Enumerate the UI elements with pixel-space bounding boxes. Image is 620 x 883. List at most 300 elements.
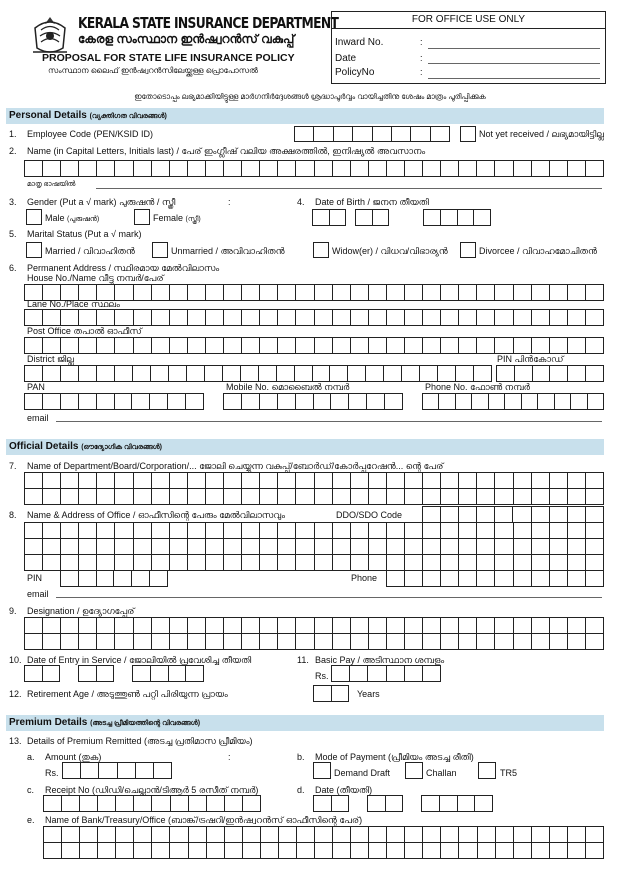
char-box[interactable] [260, 489, 278, 504]
char-box[interactable] [170, 555, 188, 570]
char-box[interactable] [99, 763, 117, 778]
char-box[interactable] [170, 473, 188, 488]
char-box[interactable] [79, 571, 97, 586]
char-box[interactable] [206, 310, 224, 325]
char-box[interactable] [459, 507, 477, 522]
char-box[interactable] [295, 127, 314, 141]
char-box[interactable] [118, 763, 136, 778]
char-box[interactable] [496, 843, 514, 858]
char-box[interactable] [550, 473, 568, 488]
char-box[interactable] [351, 338, 369, 353]
char-box[interactable] [224, 539, 242, 554]
char-box[interactable] [188, 161, 206, 176]
char-box[interactable] [260, 618, 278, 633]
char-box[interactable] [206, 539, 224, 554]
char-box[interactable] [477, 555, 495, 570]
char-box[interactable] [170, 523, 188, 538]
char-box[interactable] [459, 555, 477, 570]
char-box[interactable] [134, 310, 152, 325]
char-box[interactable] [459, 473, 477, 488]
char-box[interactable] [441, 161, 459, 176]
char-box[interactable] [441, 571, 459, 586]
char-box[interactable] [550, 507, 568, 522]
char-box[interactable] [278, 161, 296, 176]
char-box[interactable] [116, 796, 134, 811]
char-box[interactable] [225, 827, 243, 842]
char-box[interactable] [477, 571, 495, 586]
char-box[interactable] [115, 634, 133, 649]
char-box[interactable] [152, 634, 170, 649]
char-box[interactable] [477, 489, 495, 504]
char-box[interactable] [188, 618, 206, 633]
char-box[interactable] [296, 618, 314, 633]
char-box[interactable] [505, 394, 521, 409]
char-box[interactable] [150, 394, 168, 409]
char-box[interactable] [550, 634, 568, 649]
char-box[interactable] [278, 285, 296, 300]
char-box[interactable] [189, 827, 207, 842]
char-box[interactable] [315, 285, 333, 300]
basic-pay-boxes[interactable] [331, 665, 441, 682]
char-box[interactable] [278, 539, 296, 554]
char-box[interactable] [351, 843, 369, 858]
char-box[interactable] [278, 473, 296, 488]
char-box[interactable] [25, 539, 43, 554]
char-box[interactable] [351, 523, 369, 538]
char-box[interactable] [351, 634, 369, 649]
char-box[interactable] [568, 338, 586, 353]
char-box[interactable] [423, 634, 441, 649]
char-box[interactable] [44, 796, 62, 811]
char-box[interactable] [278, 555, 296, 570]
char-box[interactable] [568, 523, 586, 538]
char-box[interactable] [495, 555, 513, 570]
char-box[interactable] [367, 394, 385, 409]
mobile-boxes[interactable] [223, 393, 403, 410]
char-box[interactable] [61, 634, 79, 649]
char-box[interactable] [260, 523, 278, 538]
char-box[interactable] [134, 634, 152, 649]
char-box[interactable] [152, 827, 170, 842]
char-box[interactable] [224, 634, 242, 649]
char-box[interactable] [332, 666, 350, 681]
char-box[interactable] [278, 618, 296, 633]
char-box[interactable] [79, 634, 97, 649]
char-box[interactable] [586, 827, 603, 842]
char-box[interactable] [242, 310, 260, 325]
char-box[interactable] [550, 555, 568, 570]
char-box[interactable] [207, 843, 225, 858]
char-box[interactable] [97, 394, 115, 409]
char-box[interactable] [495, 310, 513, 325]
char-box[interactable] [224, 555, 242, 570]
char-box[interactable] [405, 338, 423, 353]
char-box[interactable] [79, 394, 97, 409]
char-box[interactable] [441, 338, 459, 353]
char-box[interactable] [132, 394, 150, 409]
char-box[interactable] [351, 310, 369, 325]
char-box[interactable] [169, 666, 187, 681]
male-checkbox[interactable] [26, 209, 42, 225]
char-box[interactable] [405, 489, 423, 504]
char-box[interactable] [25, 310, 43, 325]
char-box[interactable] [315, 338, 333, 353]
char-box[interactable] [369, 161, 387, 176]
char-box[interactable] [532, 827, 550, 842]
char-box[interactable] [189, 796, 207, 811]
char-box[interactable] [61, 489, 79, 504]
char-box[interactable] [333, 473, 351, 488]
entry-year-boxes[interactable] [132, 665, 204, 682]
char-box[interactable] [206, 555, 224, 570]
char-box[interactable] [97, 539, 115, 554]
char-box[interactable] [188, 555, 206, 570]
char-box[interactable] [586, 366, 603, 381]
char-box[interactable] [116, 827, 134, 842]
char-box[interactable] [114, 571, 132, 586]
char-box[interactable] [532, 338, 550, 353]
entry-month-boxes[interactable] [78, 665, 114, 682]
char-box[interactable] [242, 473, 260, 488]
char-box[interactable] [441, 843, 459, 858]
char-box[interactable] [423, 618, 441, 633]
char-box[interactable] [586, 310, 603, 325]
char-box[interactable] [459, 285, 477, 300]
char-box[interactable] [489, 394, 505, 409]
char-box[interactable] [550, 827, 568, 842]
char-box[interactable] [79, 666, 97, 681]
char-box[interactable] [169, 366, 187, 381]
char-box[interactable] [586, 571, 603, 586]
receipt-year-boxes[interactable] [421, 795, 493, 812]
char-box[interactable] [440, 796, 458, 811]
char-box[interactable] [495, 618, 513, 633]
char-box[interactable] [405, 618, 423, 633]
char-box[interactable] [333, 310, 351, 325]
char-box[interactable] [134, 827, 152, 842]
char-box[interactable] [514, 310, 532, 325]
office-phone-boxes[interactable] [386, 570, 604, 587]
char-box[interactable] [387, 539, 405, 554]
char-box[interactable] [314, 394, 332, 409]
char-box[interactable] [586, 489, 603, 504]
char-box[interactable] [168, 394, 186, 409]
district-boxes[interactable] [24, 365, 492, 382]
char-box[interactable] [25, 161, 43, 176]
char-box[interactable] [186, 666, 203, 681]
char-box[interactable] [568, 555, 586, 570]
char-box[interactable] [387, 310, 405, 325]
char-box[interactable] [369, 489, 387, 504]
char-box[interactable] [224, 285, 242, 300]
char-box[interactable] [296, 310, 314, 325]
char-box[interactable] [80, 843, 98, 858]
char-box[interactable] [477, 285, 495, 300]
char-box[interactable] [134, 796, 152, 811]
employee-code-boxes[interactable] [294, 126, 450, 142]
tr5-checkbox[interactable] [478, 762, 496, 779]
char-box[interactable] [496, 827, 514, 842]
char-box[interactable] [366, 366, 384, 381]
char-box[interactable] [313, 366, 331, 381]
char-box[interactable] [459, 161, 477, 176]
char-box[interactable] [532, 618, 550, 633]
bank-boxes-1[interactable] [43, 826, 604, 843]
char-box[interactable] [61, 161, 79, 176]
char-box[interactable] [115, 285, 133, 300]
char-box[interactable] [514, 634, 532, 649]
department-boxes-1[interactable] [24, 472, 604, 489]
char-box[interactable] [243, 796, 260, 811]
char-box[interactable] [152, 161, 170, 176]
char-box[interactable] [423, 571, 441, 586]
char-box[interactable] [369, 843, 387, 858]
char-box[interactable] [334, 127, 353, 141]
widow-checkbox[interactable] [313, 242, 329, 258]
pan-boxes[interactable] [24, 393, 204, 410]
char-box[interactable] [242, 394, 260, 409]
char-box[interactable] [134, 523, 152, 538]
office-address-boxes-2[interactable] [24, 538, 604, 555]
char-box[interactable] [79, 523, 97, 538]
char-box[interactable] [475, 796, 492, 811]
char-box[interactable] [278, 489, 296, 504]
char-box[interactable] [315, 634, 333, 649]
char-box[interactable] [97, 571, 115, 586]
char-box[interactable] [43, 310, 61, 325]
char-box[interactable] [79, 539, 97, 554]
char-box[interactable] [170, 310, 188, 325]
char-box[interactable] [188, 473, 206, 488]
char-box[interactable] [586, 285, 603, 300]
char-box[interactable] [477, 539, 495, 554]
char-box[interactable] [423, 555, 441, 570]
char-box[interactable] [315, 473, 333, 488]
char-box[interactable] [441, 210, 458, 225]
char-box[interactable] [189, 843, 207, 858]
char-box[interactable] [62, 796, 80, 811]
char-box[interactable] [115, 394, 133, 409]
char-box[interactable] [405, 539, 423, 554]
char-box[interactable] [351, 285, 369, 300]
char-box[interactable] [405, 666, 423, 681]
char-box[interactable] [242, 618, 260, 633]
char-box[interactable] [405, 827, 423, 842]
char-box[interactable] [441, 310, 459, 325]
char-box[interactable] [278, 394, 296, 409]
char-box[interactable] [477, 634, 495, 649]
char-box[interactable] [314, 127, 333, 141]
char-box[interactable] [134, 473, 152, 488]
char-box[interactable] [134, 161, 152, 176]
char-box[interactable] [423, 285, 441, 300]
char-box[interactable] [515, 366, 533, 381]
char-box[interactable] [550, 366, 568, 381]
char-box[interactable] [242, 634, 260, 649]
char-box[interactable] [568, 473, 586, 488]
char-box[interactable] [98, 796, 116, 811]
char-box[interactable] [495, 539, 513, 554]
char-box[interactable] [134, 618, 152, 633]
char-box[interactable] [97, 310, 115, 325]
char-box[interactable] [315, 843, 333, 858]
char-box[interactable] [532, 310, 550, 325]
char-box[interactable] [98, 827, 116, 842]
char-box[interactable] [369, 618, 387, 633]
char-box[interactable] [170, 338, 188, 353]
char-box[interactable] [550, 571, 568, 586]
char-box[interactable] [423, 310, 441, 325]
char-box[interactable] [441, 827, 459, 842]
char-box[interactable] [188, 285, 206, 300]
char-box[interactable] [356, 210, 373, 225]
char-box[interactable] [296, 634, 314, 649]
receipt-month-boxes[interactable] [367, 795, 403, 812]
char-box[interactable] [532, 571, 550, 586]
char-box[interactable] [351, 555, 369, 570]
char-box[interactable] [25, 473, 43, 488]
char-box[interactable] [205, 366, 223, 381]
char-box[interactable] [495, 634, 513, 649]
designation-boxes-1[interactable] [24, 617, 604, 634]
char-box[interactable] [478, 843, 496, 858]
char-box[interactable] [405, 285, 423, 300]
lane-boxes[interactable] [24, 309, 604, 326]
char-box[interactable] [134, 489, 152, 504]
char-box[interactable] [369, 539, 387, 554]
char-box[interactable] [514, 285, 532, 300]
char-box[interactable] [423, 338, 441, 353]
char-box[interactable] [25, 338, 43, 353]
char-box[interactable] [115, 555, 133, 570]
office-pin-boxes[interactable] [60, 570, 168, 587]
char-box[interactable] [25, 366, 43, 381]
char-box[interactable] [315, 489, 333, 504]
char-box[interactable] [314, 686, 332, 701]
char-box[interactable] [368, 796, 386, 811]
char-box[interactable] [206, 338, 224, 353]
char-box[interactable] [586, 539, 603, 554]
char-box[interactable] [25, 666, 43, 681]
pin-boxes[interactable] [496, 365, 604, 382]
char-box[interactable] [331, 394, 349, 409]
email-field[interactable] [56, 421, 602, 422]
char-box[interactable] [242, 161, 260, 176]
char-box[interactable] [278, 634, 296, 649]
char-box[interactable] [242, 555, 260, 570]
char-box[interactable] [348, 366, 366, 381]
char-box[interactable] [207, 796, 225, 811]
char-box[interactable] [522, 394, 538, 409]
char-box[interactable] [152, 618, 170, 633]
char-box[interactable] [330, 210, 346, 225]
char-box[interactable] [387, 634, 405, 649]
char-box[interactable] [43, 394, 61, 409]
char-box[interactable] [477, 161, 495, 176]
char-box[interactable] [152, 338, 170, 353]
char-box[interactable] [152, 523, 170, 538]
department-boxes-2[interactable] [24, 488, 604, 505]
char-box[interactable] [477, 473, 495, 488]
char-box[interactable] [62, 827, 80, 842]
char-box[interactable] [79, 338, 97, 353]
char-box[interactable] [43, 285, 61, 300]
char-box[interactable] [586, 523, 603, 538]
char-box[interactable] [79, 310, 97, 325]
char-box[interactable] [387, 555, 405, 570]
char-box[interactable] [411, 127, 430, 141]
char-box[interactable] [586, 507, 603, 522]
char-box[interactable] [260, 285, 278, 300]
char-box[interactable] [206, 634, 224, 649]
char-box[interactable] [351, 618, 369, 633]
char-box[interactable] [351, 161, 369, 176]
char-box[interactable] [43, 634, 61, 649]
char-box[interactable] [387, 285, 405, 300]
char-box[interactable] [588, 394, 603, 409]
char-box[interactable] [387, 338, 405, 353]
char-box[interactable] [79, 161, 97, 176]
char-box[interactable] [152, 796, 170, 811]
char-box[interactable] [477, 310, 495, 325]
char-box[interactable] [423, 843, 441, 858]
char-box[interactable] [387, 523, 405, 538]
char-box[interactable] [43, 338, 61, 353]
char-box[interactable] [538, 394, 554, 409]
char-box[interactable] [188, 338, 206, 353]
char-box[interactable] [152, 489, 170, 504]
char-box[interactable] [115, 366, 133, 381]
char-box[interactable] [586, 338, 603, 353]
char-box[interactable] [188, 539, 206, 554]
char-box[interactable] [568, 161, 586, 176]
char-box[interactable] [170, 489, 188, 504]
char-box[interactable] [571, 394, 587, 409]
char-box[interactable] [170, 618, 188, 633]
char-box[interactable] [296, 338, 314, 353]
char-box[interactable] [333, 523, 351, 538]
char-box[interactable] [152, 285, 170, 300]
char-box[interactable] [315, 827, 333, 842]
char-box[interactable] [25, 394, 43, 409]
challan-checkbox[interactable] [405, 762, 423, 779]
char-box[interactable] [25, 285, 43, 300]
char-box[interactable] [313, 210, 330, 225]
name-mother-tongue-field[interactable] [96, 188, 602, 189]
char-box[interactable] [97, 338, 115, 353]
char-box[interactable] [350, 666, 368, 681]
char-box[interactable] [97, 634, 115, 649]
char-box[interactable] [514, 539, 532, 554]
ddo-code-boxes[interactable] [422, 506, 604, 523]
char-box[interactable] [296, 523, 314, 538]
char-box[interactable] [405, 555, 423, 570]
char-box[interactable] [315, 310, 333, 325]
char-box[interactable] [351, 473, 369, 488]
char-box[interactable] [550, 161, 568, 176]
char-box[interactable] [369, 555, 387, 570]
char-box[interactable] [115, 473, 133, 488]
char-box[interactable] [532, 843, 550, 858]
char-box[interactable] [369, 285, 387, 300]
char-box[interactable] [456, 366, 474, 381]
char-box[interactable] [387, 473, 405, 488]
char-box[interactable] [353, 127, 372, 141]
char-box[interactable] [387, 666, 405, 681]
char-box[interactable] [568, 489, 586, 504]
char-box[interactable] [385, 394, 402, 409]
char-box[interactable] [495, 161, 513, 176]
